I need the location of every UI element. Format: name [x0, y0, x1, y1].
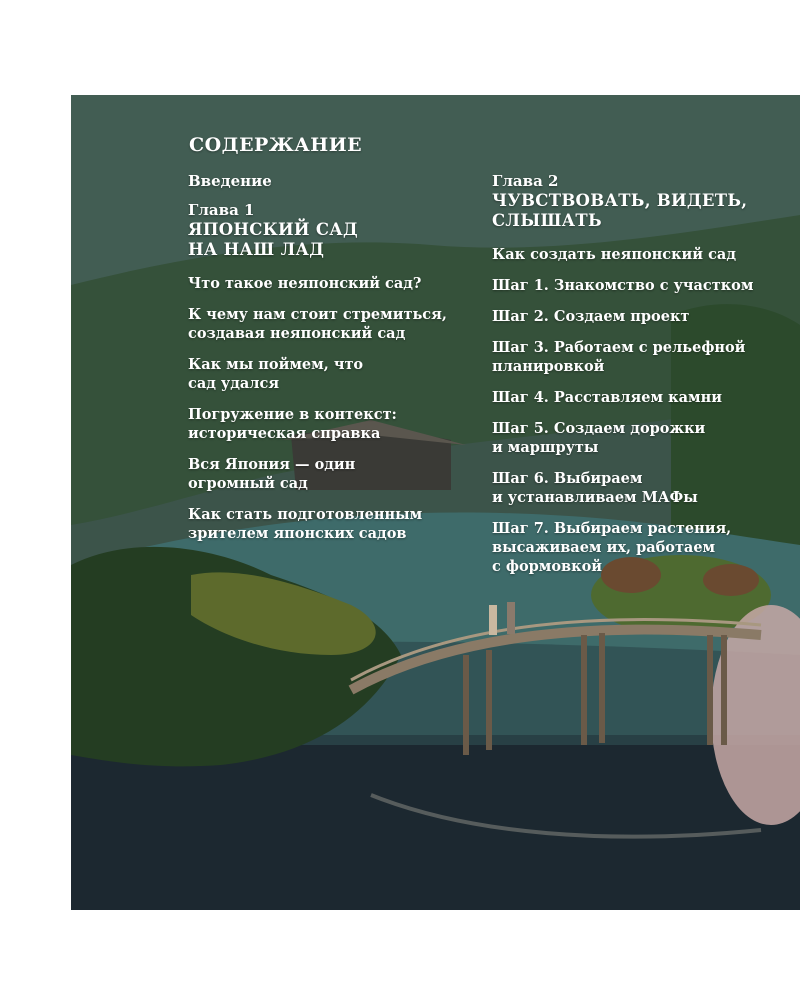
toc-entry: Что такое неяпонский сад?: [188, 275, 422, 292]
chapter-2-number: Глава 2: [492, 172, 559, 190]
toc-entry: Погружение в контекст: историческая справка: [188, 406, 397, 442]
toc-entry: Как мы поймем, что сад удался: [188, 356, 364, 392]
chapter-1-title: ЯПОНСКИЙ САД НА НАШ ЛАД: [188, 220, 359, 259]
toc-left-column: [188, 172, 458, 555]
toc-entry: Шаг 4. Расставляем камни: [492, 389, 722, 406]
toc-entry: Шаг 7. Выбираем растения, высаживаем их, работаем с формовкой: [492, 520, 732, 575]
toc-heading: СОДЕРЖАНИЕ: [189, 134, 363, 156]
toc-entry: Шаг 6. Выбираем и устанавливаем МАФы: [492, 470, 698, 506]
toc-entry: Как стать подготовленным зрителем японских садов: [188, 506, 423, 542]
toc-entry: Шаг 1. Знакомство с участком: [492, 277, 754, 294]
chapter-2-title: ЧУВСТВОВАТЬ, ВИДЕТЬ, СЛЫШАТЬ: [492, 191, 748, 230]
toc-entry: Шаг 3. Работаем с рельефной планировкой: [492, 339, 746, 375]
toc-entry: К чему нам стоит стремиться, создавая неяпонский сад: [188, 306, 447, 342]
toc-entry: Как создать неяпонский сад: [492, 246, 736, 263]
chapter-1-number: Глава 1: [188, 201, 255, 219]
toc-entry: Шаг 2. Создаем проект: [492, 308, 690, 325]
toc-entry: Вся Япония — один огромный сад: [188, 456, 356, 492]
toc-intro: Введение: [188, 172, 272, 190]
toc-entry: Шаг 5. Создаем дорожки и маршруты: [492, 420, 706, 456]
toc-right-column: [492, 172, 762, 588]
